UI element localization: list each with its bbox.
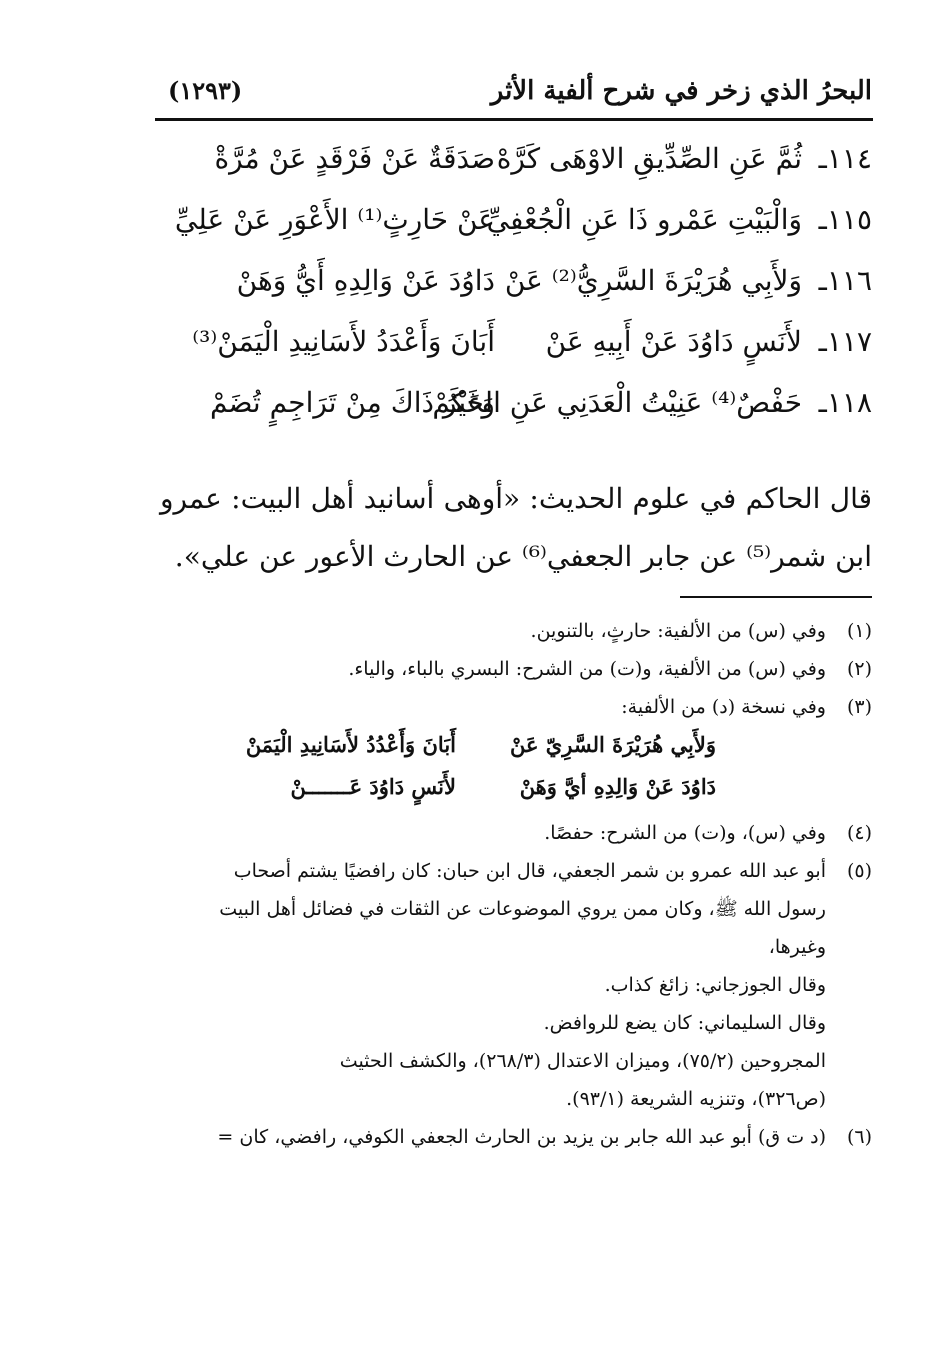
verse-second-hemistich: عَنْ حَارِثٍ⁽¹⁾ الأَعْوَرِ عَنْ عَلِيِّ (174, 203, 495, 236)
commentary-paragraph: قال الحاكم في علوم الحديث: «أوهى أسانيد أهل البيت: عمرو ابن شمر⁽⁵⁾ عن جابر الجعفي⁽⁶⁾ عن الحارث الأعور عن علي». (160, 482, 872, 573)
footnote (130, 814, 872, 852)
poem-line (130, 726, 826, 768)
footnote (130, 612, 872, 650)
running-header (160, 70, 872, 118)
verse-block (160, 128, 872, 433)
verse-first-hemistich: وَالْبَيْتِ عَمْرو ذَا عَنِ الْجُعْفِيِّ (486, 203, 802, 236)
verse-number: ١١٨ـ (818, 386, 872, 419)
verse-first-hemistich: وَلأَبِي هُرَيْرَةَ السَّرِيُّ⁽²⁾ عَنْ (504, 264, 802, 297)
footnote-number: (٤) (846, 822, 872, 844)
verse-line (160, 311, 872, 372)
poem-second-hemistich: أَبَانَ وَأَعْدُدُ لأَسَانِيدِ الْيَمَنْ (245, 732, 456, 757)
footnote (130, 852, 872, 890)
page-number: (١٢٩٣) (168, 76, 243, 105)
verse-line (160, 250, 872, 311)
poem-line (130, 768, 826, 810)
verse-line (160, 128, 872, 189)
footnote-text: وفي (س)، و(ت) من الشرح: حفصًا. (544, 822, 826, 844)
footnote (130, 688, 872, 726)
verse-number: ١١٦ـ (818, 264, 872, 297)
footnote-text: (د ت ق) أبو عبد الله جابر بن يزيد بن الحارث الجعفي الكوفي، رافضي، كان = (217, 1126, 826, 1148)
verse-second-hemistich: صَدَقَةٌ عَنْ فَرْقَدٍ عَنْ مُرَّةْ (214, 142, 495, 175)
footnote-continuation: المجروحين (٧٥/٢)، وميزان الاعتدال (٢٦٨/٣)، والكشف الحثيث (339, 1050, 826, 1072)
verse-second-hemistich: وَغَيْرُ ذَاكَ مِنْ تَرَاجِمٍ تُضَمْ (210, 386, 495, 419)
footnote-continuation: وقال السليماني: كان يضع للروافض. (543, 1012, 826, 1034)
footnotes (130, 612, 872, 1156)
verse-first-hemistich: ثُمَّ عَنِ الصِّدِّيقِ الاوْهَى كَرَّهْ (496, 142, 802, 175)
verse-number: ١١٤ـ (818, 142, 872, 175)
verse-first-hemistich: لأَنَسٍ دَاوُدَ عَنْ أَبِيهِ عَنْ (545, 325, 802, 358)
verse-number: ١١٧ـ (818, 325, 872, 358)
verse-second-hemistich: أَبَانَ وَأَعْدَدُ لأَسَانِيدِ الْيَمَنْ⁽³⁾ (192, 325, 495, 358)
verse-first-hemistich: حَفْصٌ⁽⁴⁾ عَنِيْتُ الْعَدَنِي عَنِ الحَكَمْ (432, 386, 802, 419)
poem-first-hemistich: دَاوُدَ عَنْ وَالِدِهِ أيَّ وَهَنْ (519, 774, 716, 799)
footnote (130, 1118, 872, 1156)
verse-number: ١١٥ـ (818, 203, 872, 236)
verse-line (160, 189, 872, 250)
footnote-text: وفي (س) من الألفية، و(ت) من الشرح: البسري بالباء، والياء. (348, 658, 826, 680)
verse-line (160, 372, 872, 433)
footnote (130, 650, 872, 688)
footnote-text: وفي نسخة (د) من الألفية: (621, 696, 826, 718)
footnote-poem (130, 726, 826, 814)
verse-second-hemistich: دَاوُدَ عَنْ وَالِدِهِ أَيُّ وَهَنْ (236, 264, 495, 297)
book-title: البحرُ الذي زخر في شرح ألفية الأثر (490, 76, 872, 106)
footnote-separator (680, 596, 872, 598)
footnote-continuation: وغيرها، (768, 936, 826, 958)
poem-second-hemistich: لأَنَسٍ دَاوُدَ عَـــــــنْ (290, 774, 456, 799)
footnote-number: (١) (846, 620, 872, 642)
footnote-continuation: وقال الجوزجاني: زائغ كذاب. (604, 974, 826, 996)
footnote-text: أبو عبد الله عمرو بن شمر الجعفي، قال ابن حبان: كان رافضيًا يشتم أصحاب (233, 860, 826, 882)
footnote-number: (٢) (846, 658, 872, 680)
footnote-number: (٣) (846, 696, 872, 718)
header-rule (155, 118, 873, 121)
poem-first-hemistich: وَلأَبِي هُرَيْرَةَ السَّرِيّ عَنْ (509, 732, 716, 757)
footnote-text: وفي (س) من الألفية: حارثٍ، بالتنوين. (530, 620, 826, 642)
footnote-number: (٦) (846, 1126, 872, 1148)
footnote-number: (٥) (846, 860, 872, 882)
footnote-continuation: رسول الله ﷺ، وكان ممن يروي الموضوعات عن الثقات في فضائل أهل البيت (219, 898, 826, 920)
footnote-continuation: (ص٣٢٦)، وتنزيه الشريعة (٩٣/١). (566, 1088, 826, 1110)
